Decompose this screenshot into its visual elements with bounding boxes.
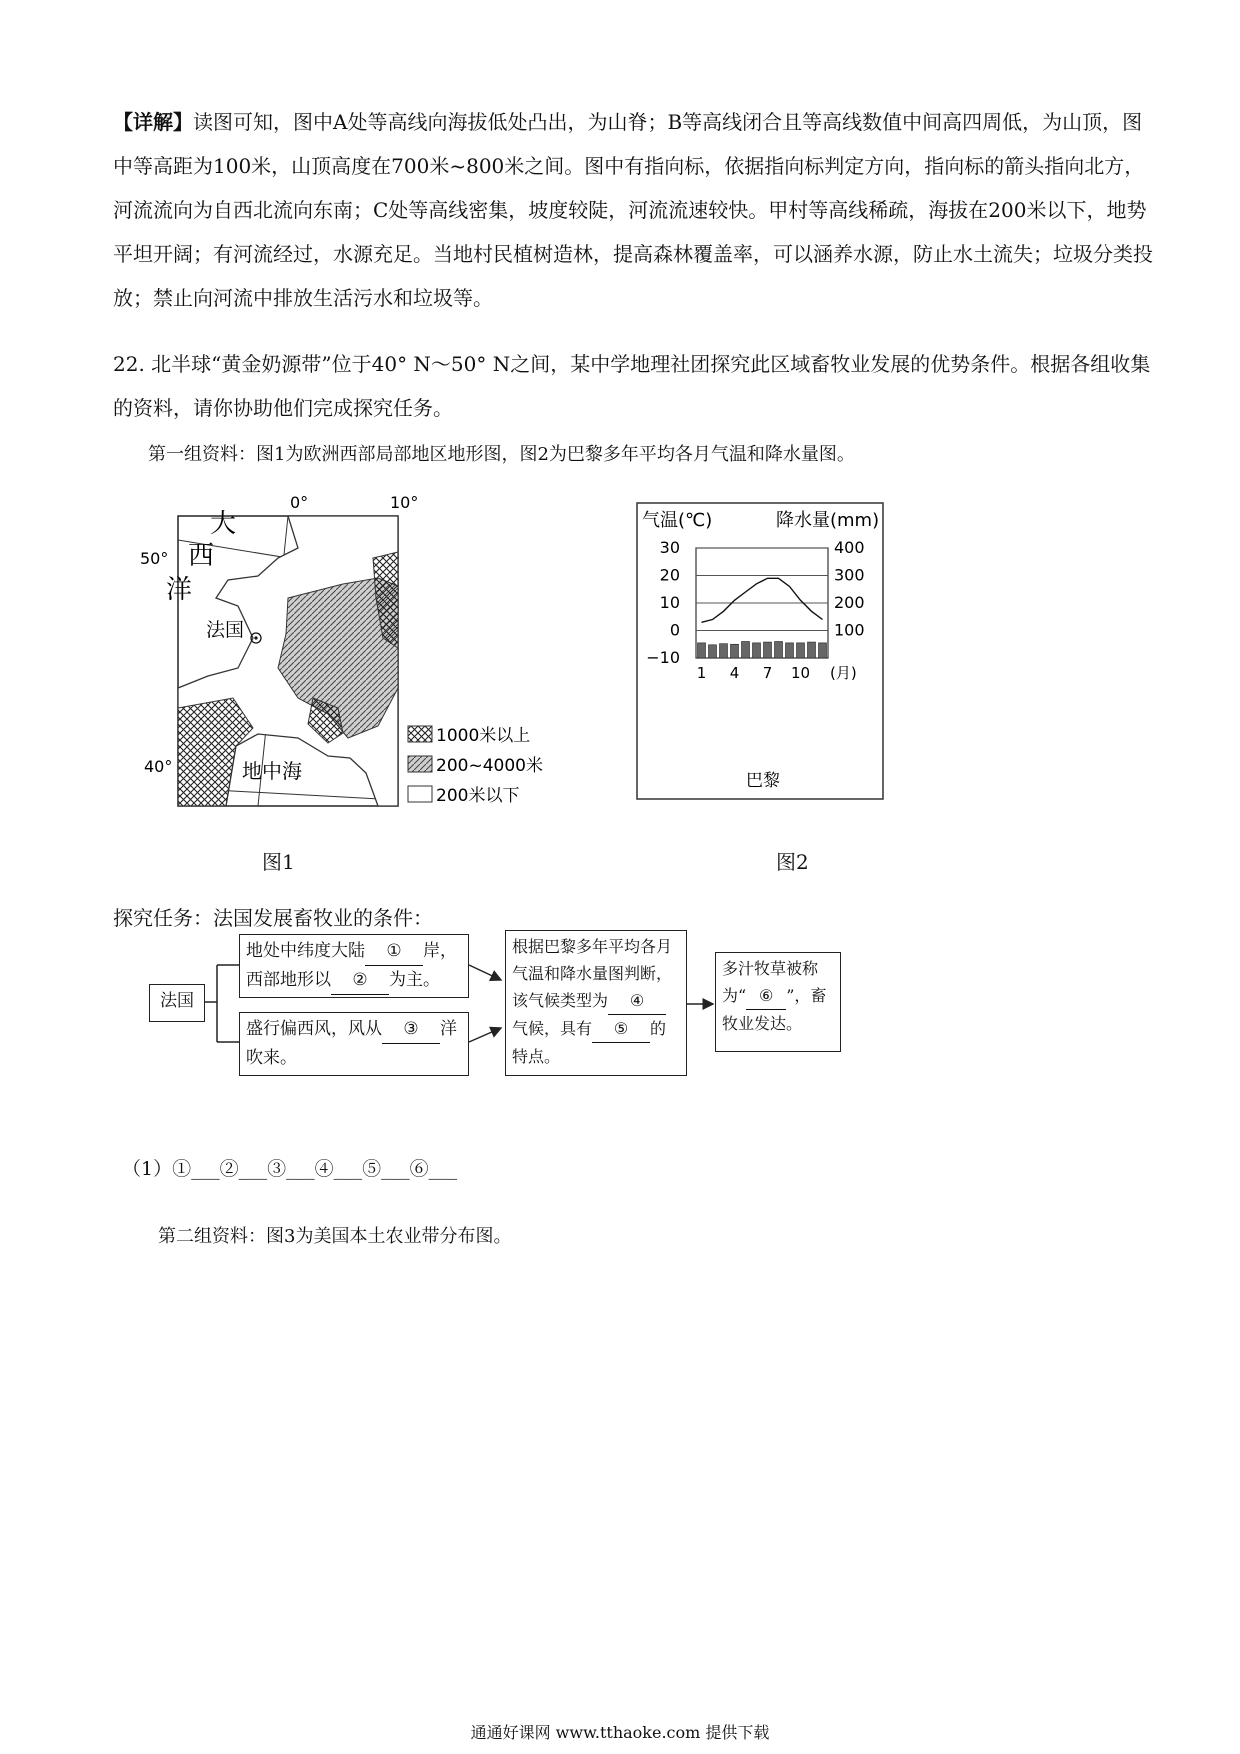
left-tick-label: 10 xyxy=(659,593,680,612)
blank-5: ⑤ xyxy=(592,1015,650,1043)
right-tick-label: 100 xyxy=(834,620,865,640)
month-tick-label: 4 xyxy=(729,664,740,682)
group1-intro: 第一组资料：图1为欧洲西部局部地区地形图，图2为巴黎多年平均各月气温和降水量图。 xyxy=(148,444,855,465)
precip-bar xyxy=(786,643,794,658)
flow-box-climate: 根据巴黎多年平均各月气温和降水量图判断，该气候类型为 ④气候，具有 ⑤ 的特点。 xyxy=(505,930,687,1076)
precip-bar xyxy=(698,643,706,658)
legend-low: 200米以下 xyxy=(436,786,520,806)
right-tick-label: 200 xyxy=(834,593,865,612)
right-tick-label: 300 xyxy=(834,565,865,585)
ocean-label-char-3: 洋 xyxy=(166,575,193,605)
precip-bar xyxy=(742,642,750,659)
left-tick-label: 30 xyxy=(659,538,680,557)
precip-bar xyxy=(775,642,783,659)
blank-4: ④ xyxy=(608,987,666,1015)
figure-2-caption: 图2 xyxy=(776,850,809,874)
blank-1: ① xyxy=(365,937,423,966)
question-22 xyxy=(113,342,1153,430)
ocean-label-char-2: 西 xyxy=(188,541,215,571)
ocean-label-char-1: 大 xyxy=(210,509,237,539)
question-text: 北半球“黄金奶源带”位于40° N～50° N之间，某中学地理社团探究此区域畜牧业发展的优势条件。根据各组收集的资料，请你协助他们完成探究任务。 xyxy=(113,352,1151,420)
lon-label-10: 10° xyxy=(390,493,419,512)
figure-1-caption: 图1 xyxy=(262,850,295,874)
flow-box-location: 地处中纬度大陆 ① 岸， 西部地形以 ② 为主。 xyxy=(239,934,469,998)
left-tick-label: 20 xyxy=(659,565,680,585)
blank-3: ③ xyxy=(382,1015,440,1044)
flow-box-pasture: 多汁牧草被称为“ ⑥ ”，畜牧业发达。 xyxy=(715,952,841,1052)
blank-6: ⑥ xyxy=(746,982,786,1010)
precip-bar xyxy=(731,644,739,658)
left-tick-label: −10 xyxy=(646,648,680,667)
right-axis-title: 降水量(mm) xyxy=(776,510,880,531)
precip-bar xyxy=(720,644,728,658)
sea-label: 地中海 xyxy=(242,759,302,783)
question-number: 22. xyxy=(113,352,145,376)
lon-label-0: 0° xyxy=(290,493,309,512)
flow-box-wind: 盛行偏西风，风从 ③ 洋 吹来。 xyxy=(239,1012,469,1076)
legend-high: 1000米以上 xyxy=(436,726,531,746)
detail-text: 读图可知，图中A处等高线向海拔低处凸出，为山脊；B等高线闭合且等高线数值中间高四周低，为山顶，图中等高距为100米，山顶高度在700米~800米之间。图中有指向标，依据指向标判定方向，指向标的箭头指向北方，河流流向为自西北流向东南；C处等高线密集，坡度较陡，河流流速较快。甲村等高线稀疏，海拔在200米以下，地势平坦开阔；有河流经过，水源充足。当地村民植树造林，提高森林覆盖率，可以涵养水源，防止水土流失；垃圾分类投放；禁止向河流中排放生活污水和垃圾等。 xyxy=(113,110,1153,310)
precip-bar xyxy=(797,643,805,658)
month-unit-label: (月) xyxy=(830,664,857,682)
lat-label-40: 40° xyxy=(144,757,173,776)
precip-bar xyxy=(819,643,827,658)
month-tick-label: 7 xyxy=(762,664,773,682)
precip-bar xyxy=(764,642,772,658)
task-label: 探究任务：法国发展畜牧业的条件： xyxy=(113,906,433,930)
figure-1-map xyxy=(138,488,568,818)
detail-label: 【详解】 xyxy=(113,110,193,134)
legend-mid: 200~4000米 xyxy=(436,756,543,776)
answer-line: （1）①___②___③___④___⑤___⑥___ xyxy=(122,1158,458,1180)
precip-bar xyxy=(709,645,717,658)
precip-bar xyxy=(753,643,761,658)
right-tick-label: 400 xyxy=(834,538,865,557)
page-footer: 通通好课网 www.tthaoke.com 提供下载 xyxy=(470,1723,770,1742)
lat-label-50: 50° xyxy=(140,549,169,568)
precip-bar xyxy=(808,642,816,658)
country-label: 法国 xyxy=(206,619,245,641)
chart-city-label: 巴黎 xyxy=(746,771,780,791)
left-tick-label: 0 xyxy=(669,620,680,640)
month-tick-label: 10 xyxy=(790,664,811,682)
detail-paragraph xyxy=(113,100,1153,320)
blank-2: ② xyxy=(331,966,389,995)
flow-diagram xyxy=(145,930,845,1080)
figure-2-chart xyxy=(636,502,886,802)
left-axis-title: 气温(℃) xyxy=(642,510,713,531)
month-tick-label: 1 xyxy=(696,664,707,682)
group2-intro: 第二组资料：图3为美国本土农业带分布图。 xyxy=(158,1226,512,1247)
flow-box-france: 法国 xyxy=(149,984,205,1022)
climate-chart-svg xyxy=(636,502,886,802)
